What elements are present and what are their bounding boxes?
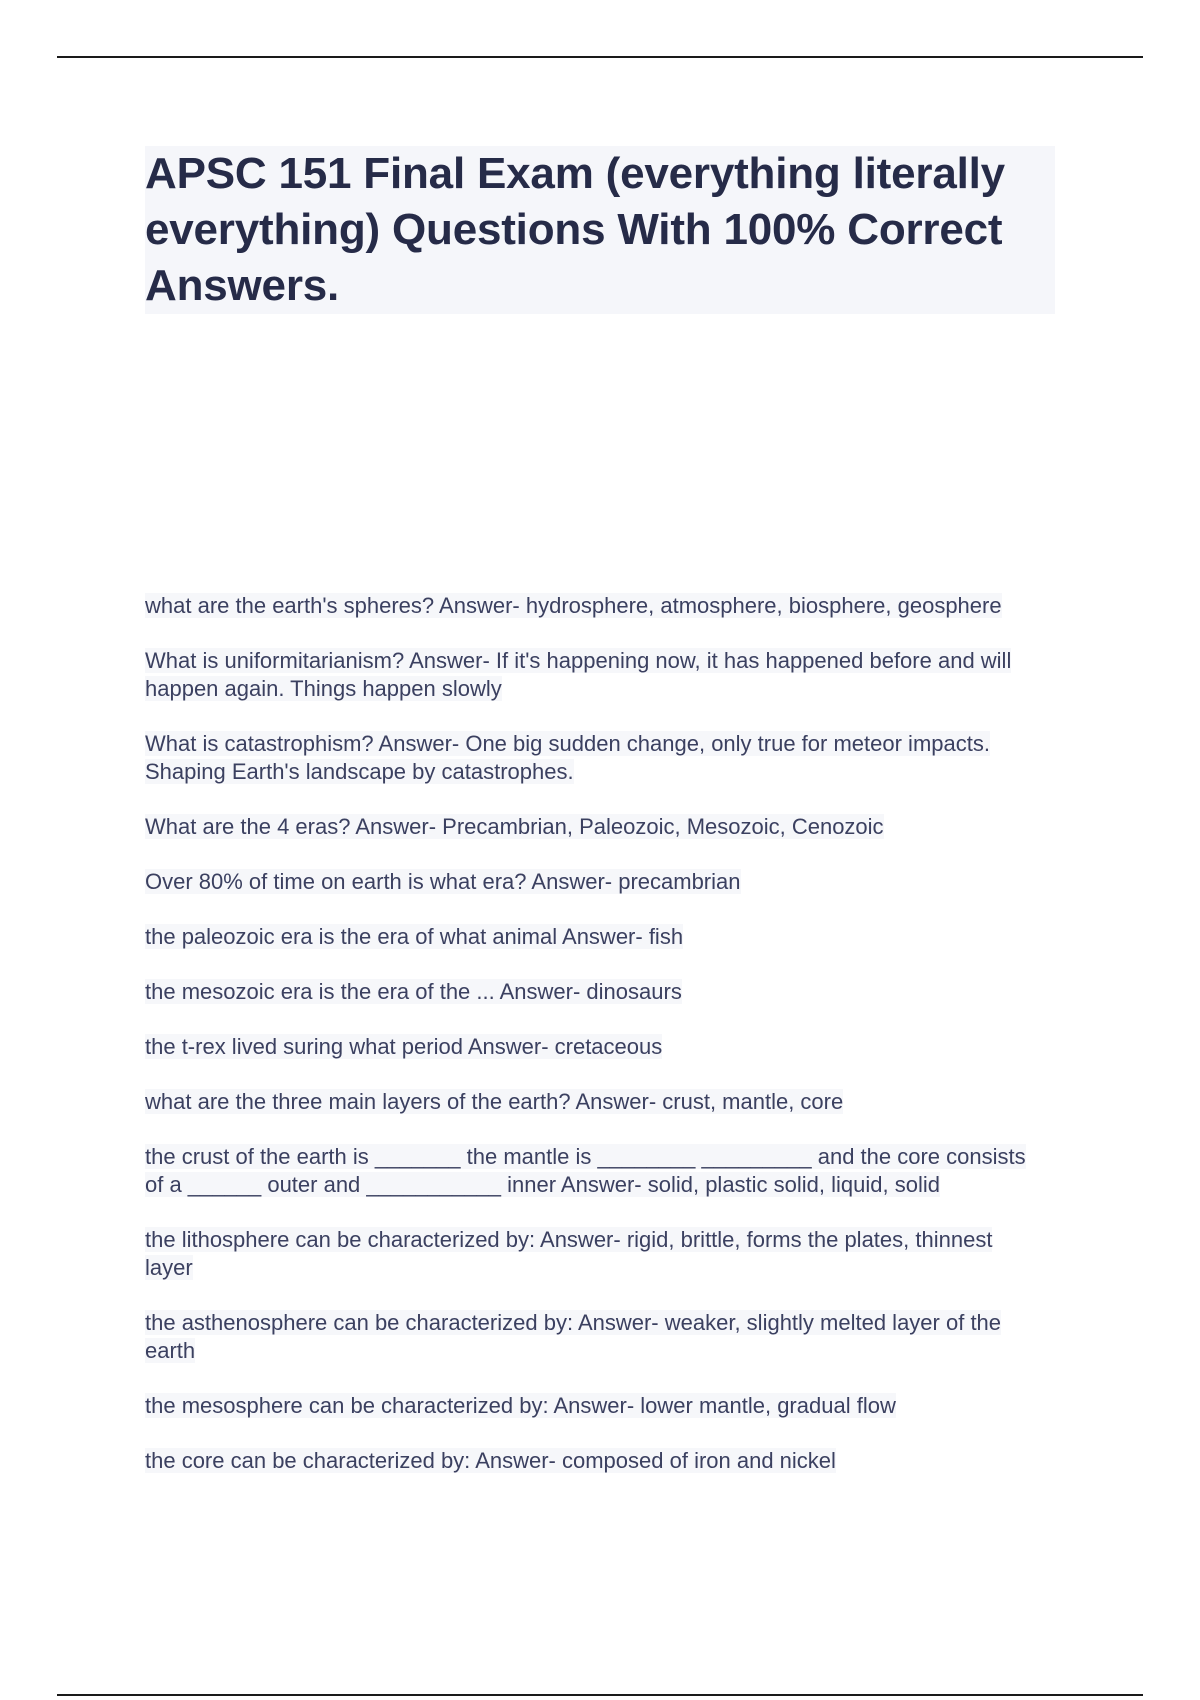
qa-item — [145, 978, 1045, 1006]
qa-text: the mesosphere can be characterized by: Answer- lower mantle, gradual flow — [145, 1393, 896, 1418]
qa-item — [145, 1143, 1045, 1199]
qa-item — [145, 1392, 1045, 1420]
qa-item — [145, 923, 1045, 951]
qa-text: What is catastrophism? Answer- One big sudden change, only true for meteor impacts. Shaping Earth's landscape by catastrophes. — [145, 731, 990, 784]
qa-text: the paleozoic era is the era of what animal Answer- fish — [145, 924, 684, 949]
qa-item — [145, 647, 1045, 703]
bottom-rule — [57, 1694, 1143, 1696]
qa-item — [145, 813, 1045, 841]
qa-list — [145, 592, 1045, 1475]
qa-text: the lithosphere can be characterized by: Answer- rigid, brittle, forms the plates, thinnest layer — [145, 1227, 993, 1280]
qa-text: the mesozoic era is the era of the ... Answer- dinosaurs — [145, 979, 682, 1004]
qa-item — [145, 1309, 1045, 1365]
qa-text: the crust of the earth is _______ the mantle is ________ _________ and the core consists of a ______ outer and ___________ inner Answer- solid, plastic solid, liquid, solid — [145, 1144, 1026, 1197]
top-rule — [57, 56, 1143, 58]
qa-text: What is uniformitarianism? Answer- If it's happening now, it has happened before and will happen again. Things happen slowly — [145, 648, 1012, 701]
qa-item — [145, 1226, 1045, 1282]
qa-text: what are the three main layers of the earth? Answer- crust, mantle, core — [145, 1089, 844, 1114]
qa-text: the core can be characterized by: Answer- composed of iron and nickel — [145, 1448, 836, 1473]
qa-item — [145, 592, 1045, 620]
title-block — [145, 146, 1055, 314]
qa-text: Over 80% of time on earth is what era? Answer- precambrian — [145, 869, 741, 894]
qa-item — [145, 868, 1045, 896]
qa-text: the t-rex lived suring what period Answer- cretaceous — [145, 1034, 663, 1059]
qa-text: what are the earth's spheres? Answer- hydrosphere, atmosphere, biosphere, geosphere — [145, 593, 1002, 618]
qa-text: What are the 4 eras? Answer- Precambrian, Paleozoic, Mesozoic, Cenozoic — [145, 814, 884, 839]
qa-item — [145, 1088, 1045, 1116]
document-title: APSC 151 Final Exam (everything literally everything) Questions With 100% Correct Answers. — [145, 149, 1005, 310]
qa-item — [145, 1447, 1045, 1475]
qa-item — [145, 1033, 1045, 1061]
qa-text: the asthenosphere can be characterized by: Answer- weaker, slightly melted layer of the earth — [145, 1310, 1002, 1363]
qa-item — [145, 730, 1045, 786]
